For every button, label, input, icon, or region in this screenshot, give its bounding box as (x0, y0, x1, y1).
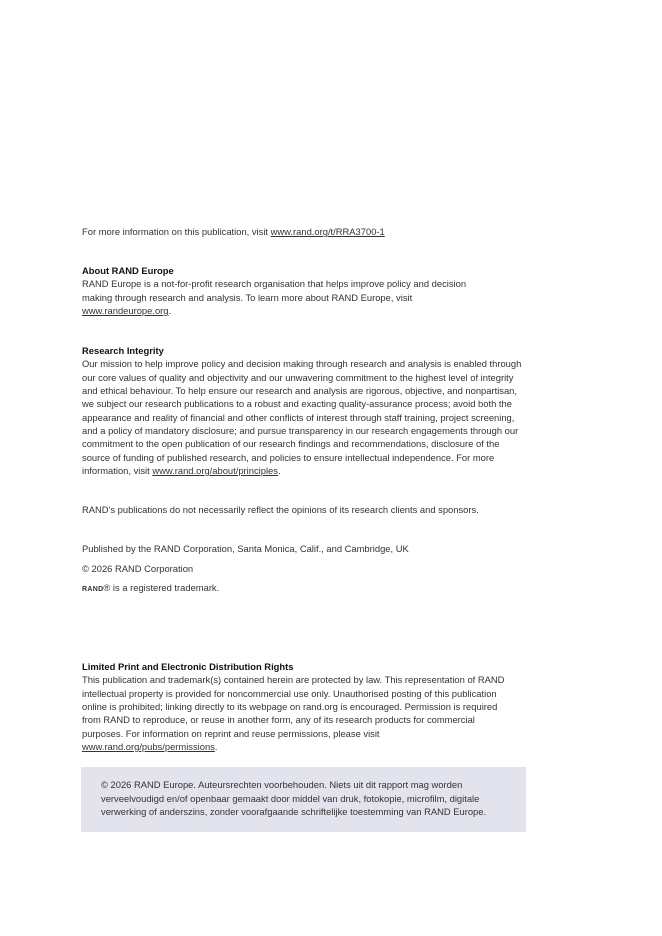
publication-link[interactable]: www.rand.org/t/RRA3700-1 (270, 226, 385, 237)
principles-link[interactable]: www.rand.org/about/principles (152, 465, 278, 477)
disclaimer: RAND's publications do not necessarily reflect the opinions of its research clients and sponsors. (82, 504, 479, 515)
about-body (82, 277, 482, 317)
about-text: RAND Europe is a not-for-profit research organisation that helps improve policy and decision making through research and analysis. To learn more about RAND Europe, visit (82, 278, 467, 303)
randeurope-link[interactable]: www.randeurope.org (82, 305, 169, 317)
permissions-link[interactable]: www.rand.org/pubs/permissions (82, 741, 215, 753)
integrity-section (82, 344, 528, 477)
rand-wordmark: RAND (82, 586, 104, 593)
published-by: Published by the RAND Corporation, Santa Monica, Calif., and Cambridge, UK (82, 543, 409, 554)
integrity-text: Our mission to help improve policy and decision making through research and analysis is enabled through our core values of quality and objectivity and our unwavering commitment to the highest level of integrity and ethical behaviour. To help ensure our research and analysis are rigorous, objective, and nonpartisan, we subject our research publications to a robust and exacting quality-assurance process; avoid both the appearance and reality of financial and other conflicts of interest through staff training, project screening, and a policy of mandatory disclosure; and pursue transparency in our research engagements through our commitment to the open publication of our research findings and recommendations, disclosure of the source of funding of published research, and policies to ensure intellectual independence. For more information, visit (82, 358, 522, 477)
copyright-notice-text: © 2026 RAND Europe. Auteursrechten voorbehouden. Niets uit dit rapport mag worden verveelvoudigd en/of openbaar gemaakt door middel van druk, fotokopie, microfilm, digitale verwerking of anderszins, zonder voorafgaande schriftelijke toestemming van RAND Europe. (101, 779, 487, 817)
integrity-body (82, 357, 528, 477)
copyright: © 2026 RAND Corporation (82, 563, 194, 574)
more-info-text: For more information on this publication, visit (82, 226, 271, 237)
more-info-line (82, 225, 528, 238)
copyright-notice-box (81, 767, 526, 832)
rights-heading: Limited Print and Electronic Distribution Rights (82, 661, 294, 672)
integrity-heading: Research Integrity (82, 345, 164, 356)
integrity-end: . (277, 465, 281, 477)
rights-end: . (214, 741, 218, 753)
rights-body (82, 673, 514, 753)
trademark-line (82, 581, 528, 596)
rights-section (82, 660, 514, 753)
about-end: . (168, 305, 172, 317)
about-section (82, 264, 482, 317)
about-heading: About RAND Europe (82, 265, 174, 276)
rights-text: This publication and trademark(s) contained herein are protected by law. This representation of RAND intellectual property is provided for noncommercial use only. Unauthorised posting of this publication online is prohibited; linking directly to its webpage on rand.org is encouraged. Permission is required from RAND to reproduce, or reuse in another form, any of its research products for commercial purposes. For information on reprint and reuse permissions, please visit (82, 674, 505, 739)
trademark-text: ® is a registered trademark. (103, 582, 220, 593)
